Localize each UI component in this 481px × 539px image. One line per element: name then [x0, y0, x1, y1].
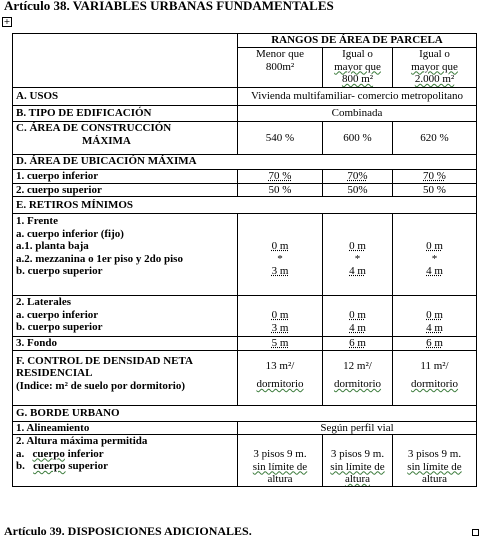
range-2-line-b: mayor que — [334, 60, 381, 73]
range-3-line-b: mayor que — [411, 60, 458, 73]
frente-superior-value: 4 m — [426, 265, 443, 277]
fondo-value-2: 6 m — [323, 337, 393, 351]
frente-cuerpo-superior: b. cuerpo superior — [16, 265, 103, 277]
laterales-inferior-value: 0 m — [271, 309, 289, 321]
altura-inferior-text: cuerpo — [32, 447, 65, 460]
frente-labels — [13, 214, 238, 296]
ubicacion-inferior-value-1: 70 % — [238, 170, 323, 184]
area-construccion-label — [13, 122, 238, 155]
altura-line-1: 3 pisos 9 m. — [407, 448, 462, 460]
altura-line-3: altura — [421, 473, 448, 485]
densidad-value-2 — [323, 350, 393, 405]
ubicacion-row-label: 1. cuerpo inferior — [13, 170, 238, 184]
article-39-title: Artículo 39. DISPOSICIONES ADICIONALES. — [4, 524, 252, 538]
laterales-inferior-value: 0 m — [426, 309, 443, 321]
densidad-unit: dormitorio — [333, 378, 382, 390]
area-construccion-label-a: C. ÁREA DE CONSTRUCCIÓN — [16, 122, 172, 134]
frente-values-2 — [323, 214, 393, 296]
range-1-line-a: Menor que — [256, 48, 304, 60]
densidad-value-text: 12 m²/ — [343, 359, 372, 372]
altura-line-3: altura — [344, 473, 371, 485]
altura-inferior: a. cuerpo inferior — [16, 447, 104, 460]
range-2-line-c: 800 m² — [341, 73, 374, 85]
altura-value-2 — [323, 435, 393, 487]
altura-title: 2. Altura máxima permitida — [16, 435, 148, 447]
borde-urbano-label: G. BORDE URBANO — [13, 405, 477, 421]
area-construccion-label-b: MÁXIMA — [82, 134, 131, 147]
header-empty-cell — [13, 34, 238, 88]
range-3-line-a: Igual o — [419, 48, 450, 60]
altura-superior: b. cuerpo superior — [16, 460, 108, 472]
frente-values-3 — [393, 214, 477, 296]
ubicacion-superior-value-3: 50 % — [393, 183, 477, 197]
frente-mezzanina-value: * — [277, 252, 283, 265]
laterales-cuerpo-inferior: a. cuerpo inferior — [16, 308, 99, 321]
ubicacion-row-label: 2. cuerpo superior — [13, 183, 238, 197]
frente-mezzanina: a.2. mezzanina o 1er piso y 2do piso — [16, 252, 183, 265]
altura-superior-text: cuerpo — [33, 460, 66, 472]
usos-value: Vivienda multifamiliar- comercio metropolitano — [238, 88, 477, 106]
alineamiento-value: Según perfil vial — [238, 421, 477, 435]
altura-line-3: altura — [267, 473, 293, 485]
usos-label: A. USOS — [13, 88, 238, 106]
range-header-medium — [323, 48, 393, 88]
densidad-label-b: RESIDENCIAL — [16, 367, 93, 379]
laterales-values-1 — [238, 296, 323, 337]
altura-line-2: sin límite de — [330, 460, 385, 473]
laterales-values-2 — [323, 296, 393, 337]
altura-line-2: sin límite de — [407, 460, 462, 473]
laterales-title: 2. Laterales — [16, 296, 71, 308]
frente-cuerpo-inferior: a. cuerpo inferior (fijo) — [16, 227, 124, 240]
altura-line-1: 3 pisos 9 m. — [253, 448, 307, 460]
laterales-labels — [13, 296, 238, 337]
range-1-line-b: 800m² — [265, 60, 295, 73]
ubicacion-inferior-value-2: 70% — [323, 170, 393, 184]
densidad-value-text: 13 m²/ — [265, 359, 295, 372]
frente-superior-value: 4 m — [349, 265, 366, 277]
frente-values-1 — [238, 214, 323, 296]
densidad-value-text: 11 m²/ — [420, 359, 449, 372]
laterales-cuerpo-superior: b. cuerpo superior — [16, 321, 103, 333]
urban-variables-table — [12, 33, 477, 487]
fondo-value-3: 6 m — [393, 337, 477, 351]
altura-line-1: 3 pisos 9 m. — [330, 448, 385, 460]
laterales-values-3 — [393, 296, 477, 337]
area-ubicacion-label: D. ÁREA DE UBICACIÓN MÁXIMA — [13, 155, 477, 170]
fondo-value-1: 5 m — [238, 337, 323, 351]
densidad-unit: dormitorio — [256, 378, 304, 390]
tipo-label: B. TIPO DE EDIFICACIÓN — [13, 106, 238, 122]
densidad-value-3 — [393, 350, 477, 405]
densidad-label — [13, 350, 238, 405]
laterales-inferior-value: 0 m — [349, 309, 366, 321]
range-2-line-a: Igual o — [342, 48, 373, 60]
densidad-label-a: F. CONTROL DE DENSIDAD NETA — [16, 354, 193, 367]
table-resize-handle[interactable] — [472, 529, 479, 536]
altura-value-3 — [393, 435, 477, 487]
article-38-title: Artículo 38. VARIABLES URBANAS FUNDAMENTALES — [4, 0, 334, 13]
densidad-label-c: (Indice: m² de suelo por dormitorio) — [16, 379, 185, 392]
laterales-superior-value: 4 m — [349, 321, 366, 334]
altura-line-2: sin límite de — [252, 460, 308, 473]
frente-planta-baja-value: 0 m — [349, 240, 366, 252]
densidad-value-1 — [238, 350, 323, 405]
frente-mezzanina-value: * — [431, 252, 438, 265]
alineamiento-label: 1. Alineamiento — [13, 421, 238, 435]
laterales-superior-value: 3 m — [271, 321, 289, 334]
frente-mezzanina-value: * — [354, 252, 361, 265]
range-header-small — [238, 48, 323, 88]
frente-planta-baja-value: 0 m — [271, 240, 289, 252]
area-construccion-value-1: 540 % — [238, 122, 323, 155]
ubicacion-superior-value-2: 50% — [323, 183, 393, 197]
range-header-large — [393, 48, 477, 88]
rangos-header: RANGOS DE ÁREA DE PARCELA — [238, 34, 477, 48]
laterales-superior-value: 4 m — [426, 321, 443, 334]
ubicacion-inferior-value-3: 70 % — [393, 170, 477, 184]
frente-planta-baja: a.1. planta baja — [16, 240, 89, 252]
densidad-unit: dormitorio — [410, 378, 459, 390]
ubicacion-superior-value-1: 50 % — [238, 183, 323, 197]
frente-title: 1. Frente — [16, 215, 58, 227]
altura-labels — [13, 435, 238, 487]
tipo-value: Combinada — [238, 106, 477, 122]
range-3-line-c: 2.000 m² — [414, 73, 455, 85]
frente-superior-value: 3 m — [271, 265, 289, 277]
altura-value-1 — [238, 435, 323, 487]
area-construccion-value-3: 620 % — [393, 122, 477, 155]
retiros-label: E. RETIROS MÍNIMOS — [13, 197, 477, 214]
fondo-label: 3. Fondo — [13, 337, 238, 351]
table-move-handle-icon[interactable]: + — [3, 17, 11, 26]
frente-planta-baja-value: 0 m — [426, 240, 443, 252]
area-construccion-value-2: 600 % — [323, 122, 393, 155]
